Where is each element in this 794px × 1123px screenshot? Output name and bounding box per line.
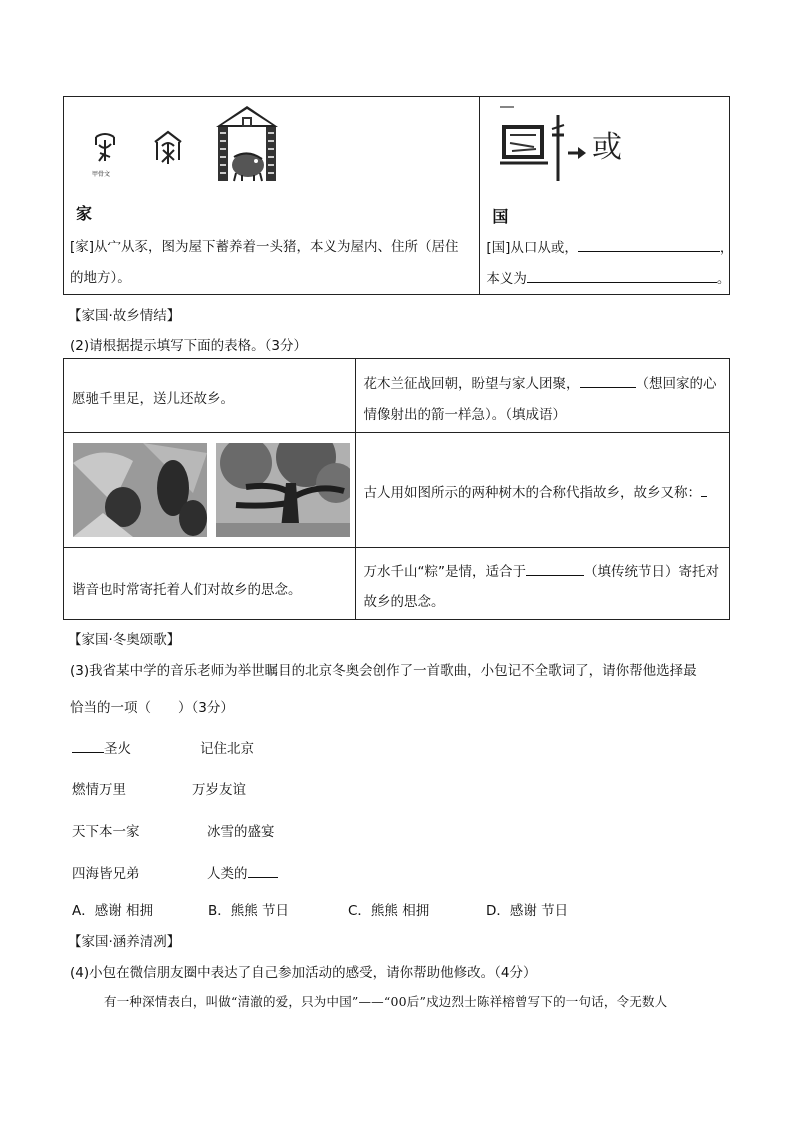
row1-right-b: （想回家的心 <box>635 376 717 392</box>
jia-bronze-glyph-icon <box>152 130 184 166</box>
hometown-name-blank[interactable] <box>701 482 707 497</box>
row1-left-text: 愿驰千里足，送儿还故乡。 <box>72 391 234 407</box>
jia-desc-line1: [家]从宀从豕，图为屋下蓄养着一头猪，本义为屋内、住所（居住 <box>70 239 459 255</box>
row3-left-cell <box>64 547 356 619</box>
jia-desc-line2: 的地方）。 <box>70 270 131 286</box>
lyric-blank-1[interactable] <box>72 738 104 753</box>
guo-cell <box>480 97 734 295</box>
guo-char-label: 国 <box>492 207 509 226</box>
jia-oracle-glyph-icon <box>92 131 118 165</box>
olympics-question-line2: 恰当的一项（ ）（3分） <box>70 700 234 716</box>
lyric-2a: 燃情万里 <box>72 782 126 798</box>
guo-desc-line1 <box>486 236 733 256</box>
guo-desc-comma: ， <box>719 240 734 256</box>
catalpa-tree-photo <box>216 443 350 537</box>
festival-blank[interactable] <box>526 561 584 576</box>
svg-text:或: 或 <box>592 130 623 165</box>
row2-left-cell <box>64 433 356 547</box>
row2-right-text: 古人用如图所示的两种树木的合称代指故乡，故乡又称： <box>363 485 702 502</box>
jia-char-label: 家 <box>76 204 93 223</box>
row2-right-line <box>364 481 708 501</box>
row2-right-cell <box>355 433 729 547</box>
row3-left-text: 谐音也时常寄托着人们对故乡的思念。 <box>72 581 302 598</box>
row3-right-line2: 故乡的思念。 <box>363 593 445 610</box>
guo-meaning-prefix: 本义为 <box>486 271 527 287</box>
idiom-blank[interactable] <box>580 373 636 388</box>
jia-cell <box>64 97 480 295</box>
row1-right-line2: 情像射出的箭一样急）。（填成语） <box>363 407 567 423</box>
guo-blank-2[interactable] <box>527 268 717 283</box>
row1-left-cell <box>64 359 356 433</box>
row3-right-a: 万水千山“粽”是情，适合于 <box>363 563 527 580</box>
option-d[interactable]: D．感谢 节日 <box>486 903 569 919</box>
guo-blank-1[interactable] <box>578 237 720 252</box>
lyric-1a: 圣火 <box>104 741 131 757</box>
row3-right-b: （填传统节日）寄托对 <box>584 563 720 580</box>
ethics-passage: 有一种深情表白，叫做“清澈的爱，只为中国”——“00后”戍边烈士陈祥榕曾写下的一句话，令无数人 <box>104 994 668 1009</box>
guo-desc-end: 。 <box>716 271 731 287</box>
hometown-question: (2)请根据提示填写下面的表格。（3分） <box>70 338 307 354</box>
lyric-1b: 记住北京 <box>200 741 254 757</box>
row1-right-line1 <box>364 372 717 392</box>
lyric-4a: 四海皆兄弟 <box>72 866 140 882</box>
lyric-3a: 天下本一家 <box>72 824 140 840</box>
olympics-question-line1: (3)我省某中学的音乐老师为举世瞩目的北京冬奥会创作了一首歌曲，小包记不全歌词了，请你帮他选择最 <box>70 663 697 679</box>
house-pig-drawing-icon <box>212 103 282 183</box>
character-table <box>63 96 734 295</box>
hometown-table <box>63 358 730 620</box>
lyric-4b: 人类的 <box>207 866 248 882</box>
ethics-heading: 【家国·涵养清冽】 <box>68 934 181 950</box>
row1-right-a: 花木兰征战回朝，盼望与家人团聚， <box>363 376 580 392</box>
lyric-blank-2[interactable] <box>248 863 278 878</box>
mulberry-fruit-icon <box>73 443 207 537</box>
option-a[interactable]: A．感谢 相拥 <box>72 903 154 919</box>
hometown-heading: 【家国·故乡情结】 <box>68 308 181 324</box>
row1-right-cell <box>355 359 729 433</box>
guo-ancient-glyph-icon <box>494 105 640 185</box>
lyric-3b: 冰雪的盛宴 <box>207 824 275 840</box>
guo-desc-line2 <box>486 267 730 287</box>
row3-right-cell <box>355 547 729 619</box>
jia-small-caption: 甲骨文 <box>92 171 111 178</box>
tree-icon <box>216 443 350 537</box>
lyric-2b: 万岁友谊 <box>192 782 246 798</box>
option-b[interactable]: B．熊熊 节日 <box>208 903 290 919</box>
guo-desc-prefix: [国]从口从或， <box>486 240 578 256</box>
lyric-row-1 <box>72 737 131 757</box>
ethics-question: (4)小包在微信朋友圈中表达了自己参加活动的感受，请你帮助他修改。（4分） <box>70 965 537 981</box>
option-c[interactable]: C．熊熊 相拥 <box>348 903 430 919</box>
lyric-row-4b <box>207 862 278 882</box>
mulberry-photo <box>73 443 207 537</box>
olympics-heading: 【家国·冬奥颂歌】 <box>68 632 181 648</box>
row3-right-line1 <box>364 560 720 580</box>
